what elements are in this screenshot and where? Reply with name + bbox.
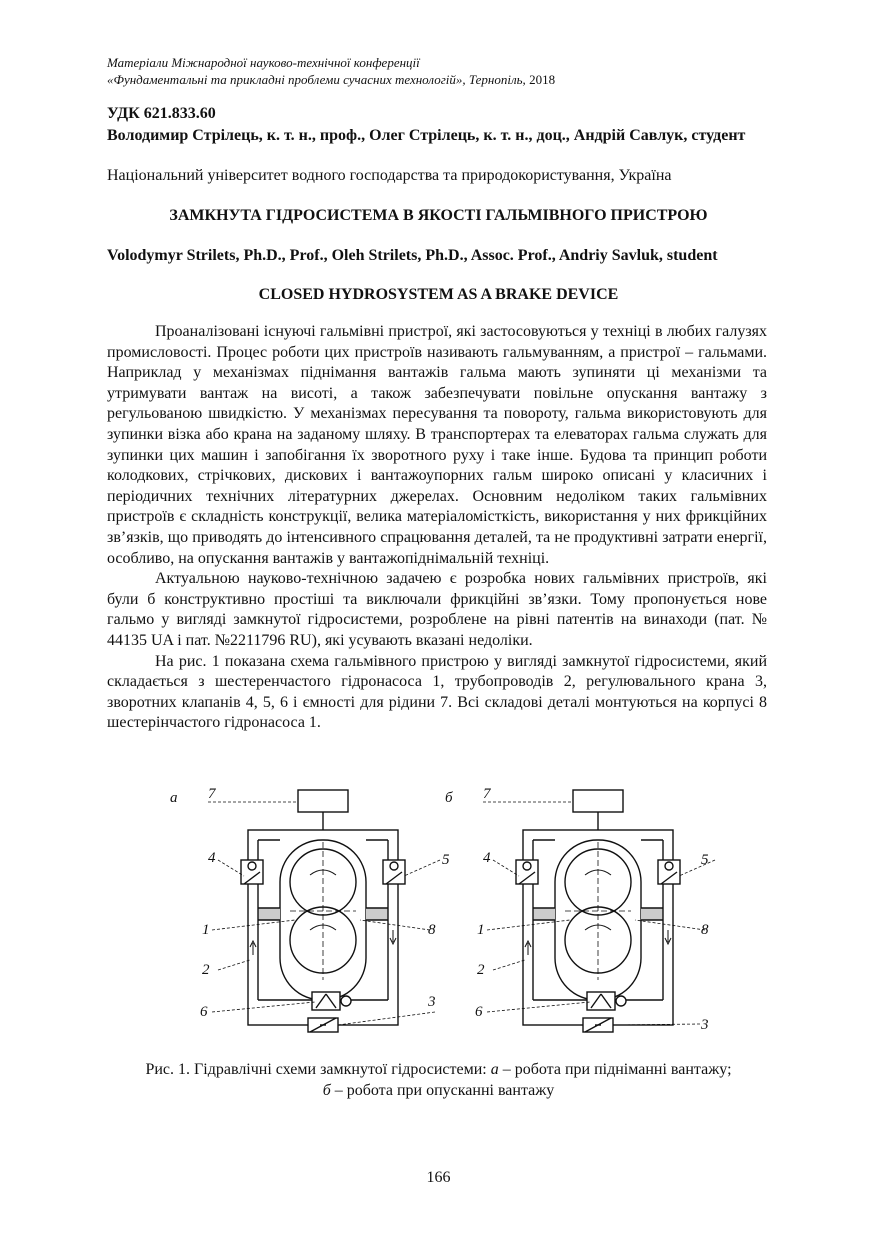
scheme-b <box>516 790 680 1032</box>
caption-line-1 <box>0 1059 877 1080</box>
label-4-a: 4 <box>208 850 216 866</box>
paragraph-1: Проаналізовані існуючі гальмівні пристрої, які застосовуються у техніці в любих галузях промисловості. Процес роботи цих пристроїв називають гальмуванням, а пристрої – гальмами. Наприклад у механізмах піднімання вантажів гальма мають зупиняти ці механізми та утримувати вантаж на висоті, а також забезпечувати повільне опускання вантажу з регульованою швидкістю. У механізмах пересування та повороту, гальма використовують для зупинки візка або крана на заданому шляху. В транспортерах та елеваторах гальма служать для зупинки цих машин і запобігання їх зворотного руху і таке інше. Будова та принцип роботи колодкових, стрічкових, дискових і вантажоупорних гальм широко описані у класичних і періодичних технічних літературних джерелах. Основним недоліком таких гальмівних пристроїв є складність конструкції, велика матеріаломісткість, використання у них фрикційних зв’язків, що приводять до інтенсивного спрацювання деталей, та не продуктивні затрати енергії, особливо, на опускання вантажів у вантажопіднімальній техніці. <box>107 323 767 567</box>
label-6-b: 6 <box>475 1004 483 1020</box>
label-5-a: 5 <box>442 852 450 868</box>
label-1-b: 1 <box>477 922 485 938</box>
caption-b-text: – робота при опусканні вантажу <box>330 1082 555 1099</box>
caption-prefix: Рис. 1. Гідравлічні схеми замкнутої гідросистеми: <box>145 1061 491 1078</box>
label-5-b: 5 <box>701 852 709 868</box>
caption-a: а <box>490 1061 499 1078</box>
figure-caption <box>0 1059 877 1101</box>
scheme-a <box>241 790 405 1032</box>
body-text <box>107 322 767 734</box>
panel-b-label: б <box>445 790 453 806</box>
label-2-a: 2 <box>202 962 210 978</box>
authors-ua: Володимир Стрілець, к. т. н., проф., Олег Стрілець, к. т. н., доц., Андрій Савлук, студент <box>107 127 746 144</box>
label-8-a: 8 <box>428 922 436 938</box>
paragraph-2: Актуальною науково-технічною задачею є розробка нових гальмівних пристроїв, які були б конструктивно простіші та виключали фрикційні зв’язки. Тому пропонується нове гальмо у вигляді замкнутої гідросистеми, розроблене на рівні патентів на винаходи (пат. № 44135 UA і пат. №2211796 RU), які усувають вказані недоліки. <box>107 570 767 649</box>
page-number: 166 <box>426 1169 451 1186</box>
figure-1-hydraulic-schemes <box>160 780 730 1045</box>
header-line-1: Матеріали Міжнародної науково-технічної конференції <box>107 55 420 70</box>
label-1-a: 1 <box>202 922 210 938</box>
authors-en: Volodymyr Strilets, Ph.D., Prof., Oleh Strilets, Ph.D., Assoc. Prof., Andriy Savluk, student <box>107 247 718 264</box>
caption-a-text: – робота при підніманні вантажу; <box>498 1061 732 1078</box>
caption-line-2 <box>0 1080 877 1101</box>
title-ua: ЗАМКНУТА ГІДРОСИСТЕМА В ЯКОСТІ ГАЛЬМІВНОГО ПРИСТРОЮ <box>169 207 708 224</box>
title-en: CLOSED HYDROSYSTEM AS A BRAKE DEVICE <box>258 286 619 303</box>
label-7-a: 7 <box>208 786 216 802</box>
panel-a-label: а <box>170 790 178 806</box>
header-conference: «Фундаментальні та прикладні проблеми сучасних технологій», Тернопіль, <box>107 72 526 87</box>
label-8-b: 8 <box>701 922 709 938</box>
header-line-2 <box>107 71 555 88</box>
label-2-b: 2 <box>477 962 485 978</box>
label-3-b: 3 <box>701 1017 709 1033</box>
paragraph-3: На рис. 1 показана схема гальмівного пристрою у вигляді замкнутої гідросистеми, який складається з шестеренчастого гідронасоса 1, трубопроводів 2, регулювального крана 3, зворотних клапанів 4, 5, 6 і ємності для рідини 7. Всі складові деталі монтуються на корпусі 8 шестерінчастого гідронасоса 1. <box>107 652 767 732</box>
label-6-a: 6 <box>200 1004 208 1020</box>
affiliation: Національний університет водного господарства та природокористування, Україна <box>107 167 672 184</box>
header-year: 2018 <box>525 72 556 87</box>
caption-b: б <box>322 1082 331 1099</box>
udk-code: УДК 621.833.60 <box>107 105 216 122</box>
label-3-a: 3 <box>428 994 436 1010</box>
label-4-b: 4 <box>483 850 491 866</box>
label-7-b: 7 <box>483 786 491 802</box>
